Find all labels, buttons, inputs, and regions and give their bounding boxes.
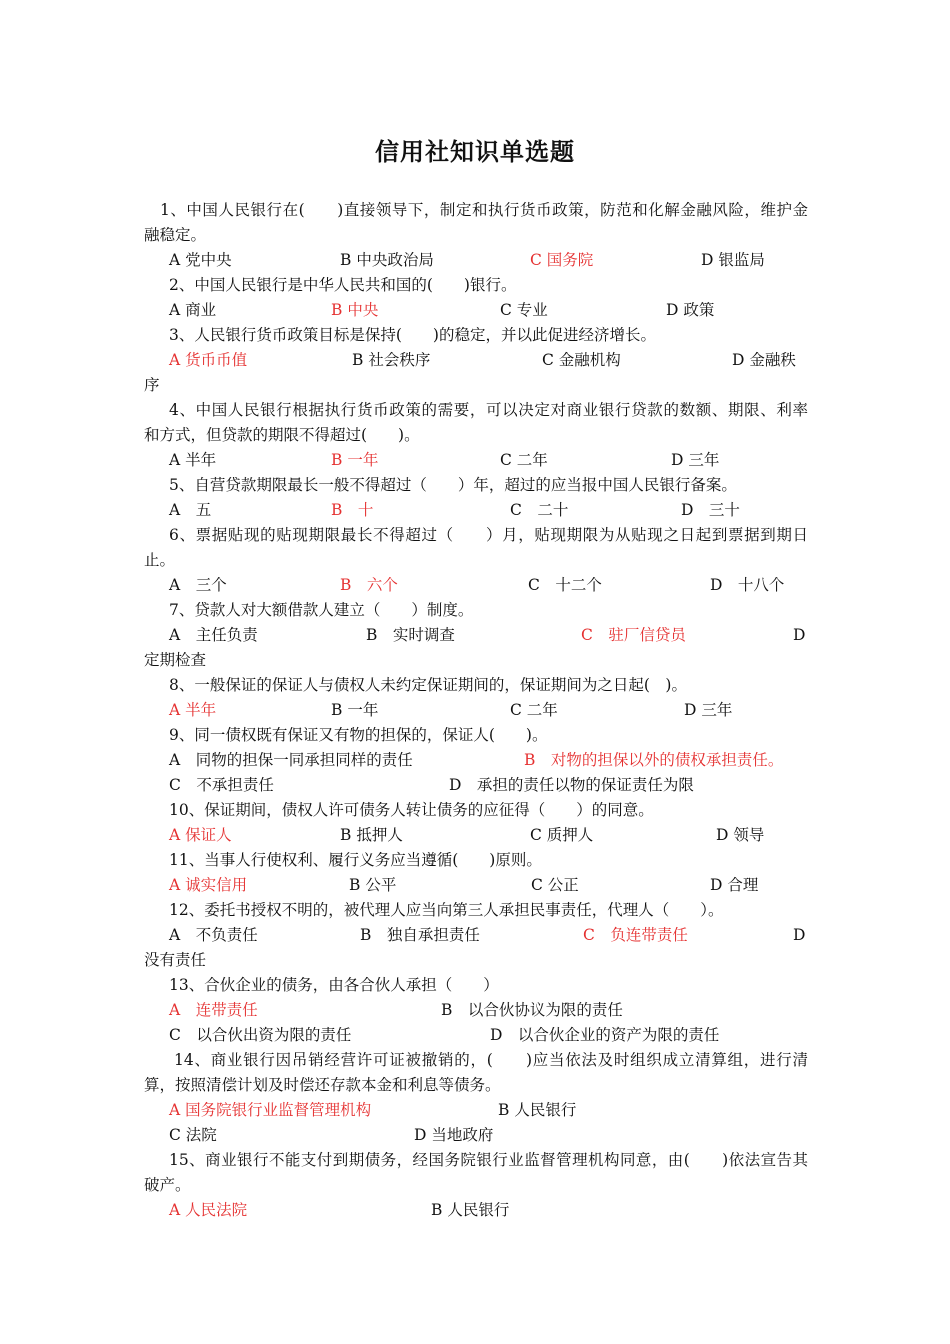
option-a-answer: A 人民法院 bbox=[169, 1201, 248, 1219]
question-6-options bbox=[144, 573, 808, 598]
page-title: 信用社知识单选题 bbox=[375, 138, 575, 166]
question-15-text-cont: 破产。 bbox=[144, 1176, 191, 1194]
option-b: B 社会秩序 bbox=[352, 351, 431, 369]
option-c: C 不承担责任 bbox=[169, 776, 274, 794]
question-9-options-row1 bbox=[144, 748, 808, 773]
option-a-answer: A 货币币值 bbox=[169, 351, 248, 369]
question-4-text: 4、中国人民银行根据执行货币政策的需要，可以决定对商业银行贷款的数额、期限、利率 bbox=[169, 401, 808, 419]
option-c: C 专业 bbox=[500, 301, 548, 319]
question-9-text: 9、同一债权既有保证又有物的担保的，保证人( )。 bbox=[169, 726, 548, 744]
question-13-text: 13、合伙企业的债务，由各合伙人承担（ ） bbox=[169, 976, 499, 994]
option-c: C 以合伙出资为限的责任 bbox=[169, 1026, 352, 1044]
question-5-options bbox=[144, 498, 808, 523]
question-2-options bbox=[144, 298, 808, 323]
option-b-answer: B 六个 bbox=[340, 576, 398, 594]
option-c: C 十二个 bbox=[528, 576, 602, 594]
question-13-options-row1 bbox=[144, 998, 808, 1023]
question-14-options-row2 bbox=[144, 1123, 808, 1148]
option-a: A 半年 bbox=[169, 451, 217, 469]
question-12-text: 12、委托书授权不明的，被代理人应当向第三人承担民事责任，代理人（ ）。 bbox=[169, 901, 724, 919]
question-10-text: 10、保证期间，债权人许可债务人转让债务的应征得（ ）的同意。 bbox=[169, 801, 654, 819]
option-c: C 公正 bbox=[531, 876, 579, 894]
option-a: A 不负责任 bbox=[169, 926, 258, 944]
question-11-text: 11、当事人行使权利、履行义务应当遵循( )原则。 bbox=[169, 851, 542, 869]
option-c-answer: C 负连带责任 bbox=[583, 926, 688, 944]
option-c: C 二年 bbox=[500, 451, 548, 469]
option-b: B 实时调查 bbox=[366, 626, 455, 644]
option-a: A 同物的担保一同承担同样的责任 bbox=[169, 751, 413, 769]
option-d: D 政策 bbox=[666, 301, 715, 319]
question-12-options-cont: 没有责任 bbox=[144, 951, 207, 969]
question-4-text-cont: 和方式，但贷款的期限不得超过( )。 bbox=[144, 426, 420, 444]
option-d: D 领导 bbox=[716, 826, 765, 844]
option-c: C 质押人 bbox=[530, 826, 594, 844]
option-a-answer: A 诚实信用 bbox=[169, 876, 248, 894]
option-d: D 合理 bbox=[710, 876, 759, 894]
question-2-text: 2、中国人民银行是中华人民共和国的( )银行。 bbox=[169, 276, 517, 294]
option-a: A 三个 bbox=[169, 576, 227, 594]
question-12-options bbox=[144, 923, 808, 948]
option-d: D 十八个 bbox=[710, 576, 785, 594]
option-d: D bbox=[793, 926, 806, 944]
question-3-options-cont: 序 bbox=[144, 376, 160, 394]
option-b: B 人民银行 bbox=[431, 1201, 510, 1219]
option-b-answer: B 对物的担保以外的债权承担责任。 bbox=[524, 751, 784, 769]
option-b: B 中央政治局 bbox=[340, 251, 434, 269]
question-8-text: 8、一般保证的保证人与债权人未约定保证期间的，保证期间为之日起( )。 bbox=[169, 676, 687, 694]
option-d: D 银监局 bbox=[701, 251, 765, 269]
option-c: C 二十 bbox=[510, 501, 569, 519]
option-b: B 抵押人 bbox=[340, 826, 403, 844]
option-c: C 法院 bbox=[169, 1126, 217, 1144]
option-b: B 公平 bbox=[349, 876, 397, 894]
option-d: D 金融秩 bbox=[732, 351, 796, 369]
question-8-options bbox=[144, 698, 808, 723]
question-11-options bbox=[144, 873, 808, 898]
question-1-options bbox=[144, 248, 808, 273]
question-15-text: 15、商业银行不能支付到期债务，经国务院银行业监督管理机构同意，由( )依法宣告其 bbox=[169, 1151, 808, 1169]
option-b: B 独自承担责任 bbox=[360, 926, 480, 944]
option-d: D 当地政府 bbox=[414, 1126, 494, 1144]
option-c-answer: C 驻厂信贷员 bbox=[581, 626, 686, 644]
question-7-options bbox=[144, 623, 808, 648]
option-a: A 主任负责 bbox=[169, 626, 258, 644]
option-d: D 三十 bbox=[681, 501, 740, 519]
question-14-text: 14、商业银行因吊销经营许可证被撤销的，( )应当依法及时组织成立清算组，进行清 bbox=[174, 1051, 808, 1069]
question-5-text: 5、自营贷款期限最长一般不得超过（ ）年，超过的应当报中国人民银行备案。 bbox=[169, 476, 737, 494]
option-a: A 商业 bbox=[169, 301, 217, 319]
option-a-answer: A 半年 bbox=[169, 701, 217, 719]
option-b-answer: B 十 bbox=[331, 501, 374, 519]
question-7-options-cont: 定期检查 bbox=[144, 651, 207, 669]
option-a-answer: A 保证人 bbox=[169, 826, 232, 844]
question-1-text: 1、中国人民银行在( )直接领导下，制定和执行货币政策，防范和化解金融风险，维护金 bbox=[160, 201, 808, 219]
question-10-options bbox=[144, 823, 808, 848]
option-c: C 二年 bbox=[510, 701, 558, 719]
question-14-text-cont: 算，按照清偿计划及时偿还存款本金和利息等债务。 bbox=[144, 1076, 501, 1094]
question-15-options bbox=[144, 1198, 808, 1223]
option-c-answer: C 国务院 bbox=[530, 251, 594, 269]
option-b-answer: B 中央 bbox=[331, 301, 379, 319]
option-a-answer: A 国务院银行业监督管理机构 bbox=[169, 1101, 372, 1119]
question-6-text: 6、票据贴现的贴现期限最长不得超过（ ）月，贴现期限为从贴现之日起到票据到期日 bbox=[169, 526, 808, 544]
option-d: D 承担的责任以物的保证责任为限 bbox=[449, 776, 694, 794]
option-a: A 党中央 bbox=[169, 251, 232, 269]
question-4-options bbox=[144, 448, 808, 473]
question-13-options-row2 bbox=[144, 1023, 808, 1048]
option-d: D 三年 bbox=[684, 701, 733, 719]
question-6-text-cont: 止。 bbox=[144, 551, 176, 569]
option-d: D 三年 bbox=[671, 451, 720, 469]
question-1-text-cont: 融稳定。 bbox=[144, 226, 207, 244]
option-d: D bbox=[793, 626, 806, 644]
question-3-options bbox=[144, 348, 808, 373]
question-14-options-row1 bbox=[144, 1098, 808, 1123]
option-b: B 人民银行 bbox=[498, 1101, 577, 1119]
question-7-text: 7、贷款人对大额借款人建立（ ）制度。 bbox=[169, 601, 474, 619]
option-b: B 以合伙协议为限的责任 bbox=[441, 1001, 623, 1019]
option-d: D 以合伙企业的资产为限的责任 bbox=[490, 1026, 720, 1044]
option-a-answer: A 连带责任 bbox=[169, 1001, 258, 1019]
question-3-text: 3、人民银行货币政策目标是保持( )的稳定，并以此促进经济增长。 bbox=[169, 326, 656, 344]
option-a: A 五 bbox=[169, 501, 212, 519]
question-9-options-row2 bbox=[144, 773, 808, 798]
option-c: C 金融机构 bbox=[542, 351, 621, 369]
option-b: B 一年 bbox=[331, 701, 379, 719]
option-b-answer: B 一年 bbox=[331, 451, 379, 469]
